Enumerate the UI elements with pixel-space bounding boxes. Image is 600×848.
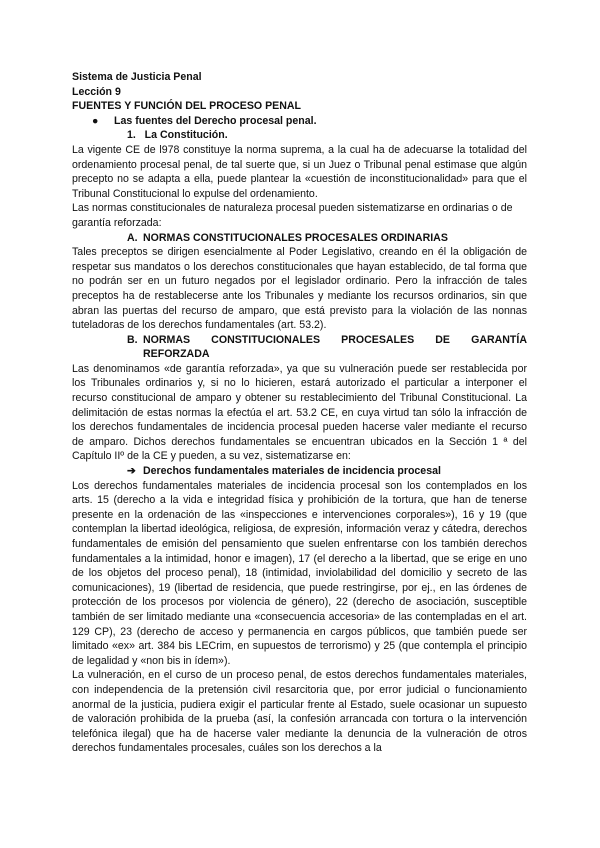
bullet-icon: ● xyxy=(92,114,99,127)
subheading-b xyxy=(127,333,527,348)
section-heading-constitution: 1. La Constitución. xyxy=(127,129,228,142)
bullet-text: Las fuentes del Derecho procesal penal. xyxy=(114,114,317,127)
subheading-b-text: NORMAS CONSTITUCIONALES PROCESALES DE GARANTÍA xyxy=(143,333,527,346)
course-title: Sistema de Justicia Penal xyxy=(72,71,202,83)
paragraph-1: La vigente CE de l978 constituye la norma suprema, a la cual ha de adecuarse la totalidad del ordenamiento procesal penal, de tal suerte que, si un Juez o Tribunal penal estimase que algún precepto no se adapta a ella, puede plantear la «cuestión de inconstitucionalidad» para que el Tribunal Constitucional lo expulse del ordenamiento. xyxy=(72,143,527,200)
lesson-title: FUENTES Y FUNCIÓN DEL PROCESO PENAL xyxy=(72,100,301,113)
paragraph-6: La vulneración, en el curso de un proceso penal, de estos derechos fundamentales materiales, con independencia de la pretensión civil resarcitoria que, por error judicial o funcionamiento anormal de la justicia, pudiera exigir el particular frente al Estado, suele ocasionar un supuesto de valoración prohibida de la prueba (así, la confesión arrancada con tortura o la intervención telefónica ilegal) que ha de hacerse valer mediante la denuncia de la vulneración de otros derechos fundamentales procesales, cuáles son los derechos a la xyxy=(72,669,527,755)
subheading-b-continuation: REFORZADA xyxy=(143,348,210,361)
subheading-a xyxy=(127,231,527,246)
document-page xyxy=(72,70,527,756)
subheading-b-letter: B. xyxy=(127,333,138,346)
subheading-a-letter: A. xyxy=(127,231,138,244)
paragraph-5: Los derechos fundamentales materiales de incidencia procesal son los contemplados en los arts. 15 (derecho a la vida e integridad física y prohibición de la tortura, que han de tenerse presente en la ordenación de las «inspecciones e intervenciones corporales»), 16 y 19 (que contemplan la libertad ideológica, religiosa, de expresión, información veraz y cátedra, derechos fundamentales de emisión del pensamiento que suelen enfrentarse con los también derechos fundamentales a la intimidad, honor e imagen), 17 (el derecho a la libertad, que se erige en uno de los objetos del proceso penal), 18 (intimidad, inviolabilidad del domicilio y secreto de las comunicaciones), 19 (libertad de residencia, que puede restringirse, por ej., en las órdenes de protección de los procesos por violencia de género), 22 (derecho de asociación, susceptible también de ser limitado mediante una «consecuencia accesoria» de las contempladas en el art. 129 CP), 23 (derecho de acceso y permanencia en cargos públicos, que también puede ser limitado «ex» art. 384 bis LECrim, en supuestos de terrorismo) y 25 (que contempla el principio de legalidad y «non bis in ídem»). xyxy=(72,479,527,667)
paragraph-2: Las normas constitucionales de naturaleza procesal pueden sistematizarse en ordinarias o de garantía reforzada: xyxy=(72,202,513,229)
arrow-right-icon: ➔ xyxy=(127,465,136,478)
paragraph-4: Las denominamos «de garantía reforzada», ya que su vulneración puede ser restablecida por los Tribunales ordinarios y, si no lo hicieren, estará autorizado el particular a interponer el recurso constitucional de amparo y obtener su restablecimiento del Tribunal Constitucional. La delimitación de estas normas la efectúa el art. 53.2 CE, en cuya virtud tan sólo la infracción de los derechos fundamentales de incidencia procesal pueden hacerse valer mediante el recurso de amparo. Dichos derechos fundamentales se encuentran ubicados en la Sección 1 ª del Capítulo IIº de la CE y pueden, a su vez, sistematizarse en: xyxy=(72,362,527,463)
arrow-heading xyxy=(127,464,527,479)
paragraph-3: Tales preceptos se dirigen esencialmente al Poder Legislativo, creando en él la obligación de respetar sus mandatos o los derechos constitucionales que hayan establecido, de tal forma que no podrán ser en un futuro negados por el legislador ordinario. Pero la infracción de tales preceptos ha de restablecerse ante los Tribunales y mediante los recursos ordinarios, sin que abran las puertas del recurso de amparo, que está previsto para la violación de las nonnas tuteladoras de los derechos fundamentales (art. 53.2). xyxy=(72,246,527,332)
arrow-heading-text: Derechos fundamentales materiales de incidencia procesal xyxy=(143,465,441,478)
subheading-a-text: NORMAS CONSTITUCIONALES PROCESALES ORDINARIAS xyxy=(143,231,448,244)
lesson-number: Lección 9 xyxy=(72,85,121,98)
bullet-item xyxy=(92,114,527,129)
